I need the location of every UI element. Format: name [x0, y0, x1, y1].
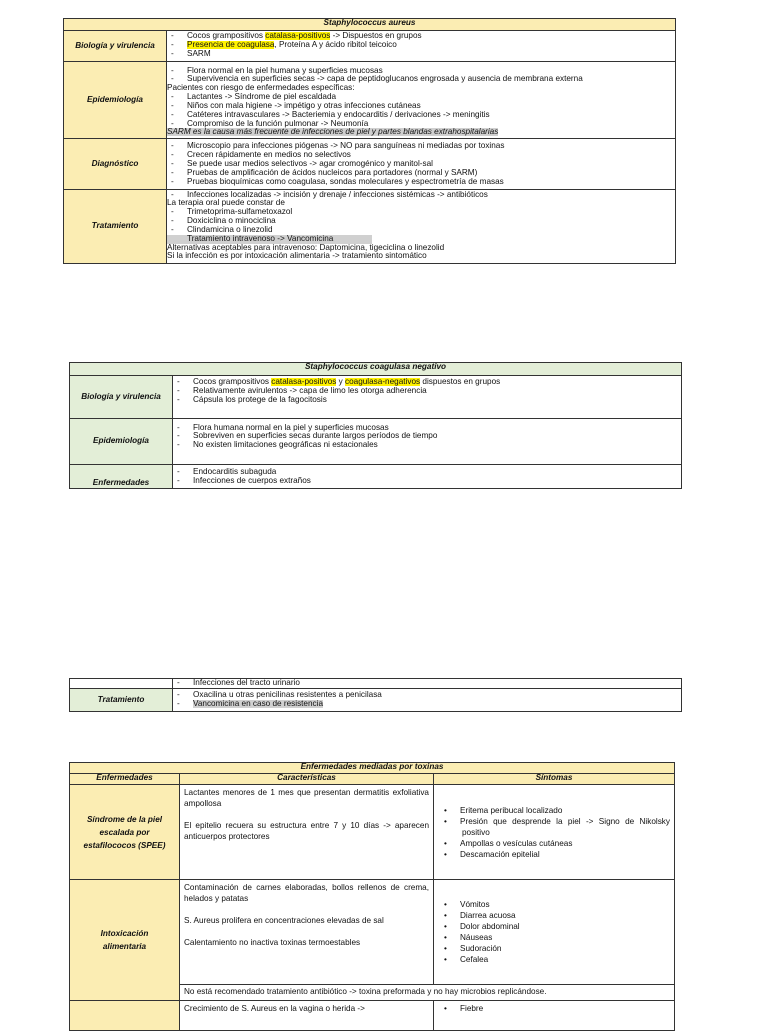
list-heading: Alternativas aceptables para intravenoso: Daptomicina, tigeciclina o linezolid	[167, 243, 445, 252]
list-item: - Oxacilina u otras penicilinas resistentes a penicilasa	[177, 691, 677, 700]
characteristic: El epitelio recuera su estructura entre 7 y 10 días -> aparecen anticuerpos protectores	[184, 821, 429, 841]
list-item: - Presencia de coagulasa, Proteína A y ácido ribitol teicoico	[171, 41, 671, 50]
list-item: - Pruebas de amplificación de ácidos nucleicos para portadores (normal y SARM)	[171, 169, 671, 178]
cont-trat-content	[173, 689, 682, 712]
spee-label: Síndrome de la piel escalada por estafilococos (SPEE)	[70, 785, 180, 880]
symptom: • Sudoración	[442, 943, 670, 954]
aureus-diag-content	[167, 139, 676, 189]
list-item: - Se puede usar medios selectivos -> agar cromogénico y manitol-sal	[171, 160, 671, 169]
highlighted-item: Tratamiento intravenoso -> Vancomicina	[167, 235, 372, 244]
cn-enf-label: Enfermedades	[70, 465, 173, 489]
aureus-trat-label: Tratamiento	[64, 189, 167, 264]
col-header-sintomas: Síntomas	[434, 774, 675, 785]
cn-table	[69, 362, 682, 489]
last-row-label	[70, 1001, 180, 1031]
list-item: - No existen limitaciones geográficas ni estacionales	[177, 441, 677, 450]
aureus-table	[63, 18, 676, 264]
list-heading: Si la infección es por intoxicación alimentaria -> tratamiento sintomático	[167, 252, 427, 261]
list-heading: La terapia oral puede constar de	[167, 199, 285, 208]
list-item: - Compromiso de la función pulmonar -> Neumonía	[171, 120, 671, 129]
cn-epi-label: Epidemiología	[70, 418, 173, 465]
intox-symptoms	[434, 880, 675, 985]
list-item: - Clindamicina o linezolid	[171, 226, 671, 235]
aureus-diag-label: Diagnóstico	[64, 139, 167, 189]
symptom: • Eritema peribucal localizado	[442, 805, 670, 816]
col-header-enfermedades: Enfermedades	[70, 774, 180, 785]
symptom: • Ampollas o vesículas cutáneas	[442, 838, 670, 849]
symptom: • Diarrea acuosa	[442, 910, 670, 921]
list-item: - Lactantes -> Síndrome de piel escaldada	[171, 93, 671, 102]
list-item: - Sobreviven en superficies secas durante largos períodos de tiempo	[177, 432, 677, 441]
symptom: • Vómitos	[442, 899, 670, 910]
list-item: - Cápsula los protege de la fagocitosis	[177, 396, 677, 405]
symptom: • Dolor abdominal	[442, 921, 670, 932]
aureus-epi-label: Epidemiología	[64, 61, 167, 139]
cont-trat-label: Tratamiento	[70, 689, 173, 712]
list-heading: Pacientes con riesgo de enfermedades específicas:	[167, 84, 355, 93]
aureus-epi-content	[167, 61, 676, 139]
col-header-caracteristicas: Características	[180, 774, 434, 785]
symptom: • Descamación epitelial	[442, 849, 670, 860]
aureus-bio-label: Biología y virulencia	[64, 31, 167, 62]
last-row-symptoms	[434, 1001, 675, 1031]
list-item: - Microscopio para infecciones piógenas -> NO para sanguíneas ni mediadas por toxinas	[171, 142, 671, 151]
list-item: - Cocos grampositivos catalasa-positivos -> Dispuestos en grupos	[171, 32, 671, 41]
characteristic: Lactantes menores de 1 mes que presentan dermatitis exfoliativa ampollosa	[184, 788, 429, 808]
spee-characteristics	[180, 785, 434, 880]
highlighted-note: SARM es la causa más frecuente de infecciones de piel y partes blandas extrahospitalarias	[167, 128, 499, 137]
characteristic: Calentamiento no inactiva toxinas termoestables	[184, 938, 361, 947]
list-item: - Trimetoprima-sulfametoxazol	[171, 208, 671, 217]
symptom: • Cefalea	[442, 954, 670, 965]
list-item: - Pruebas bioquímicas como coagulasa, sondas moleculares y espectrometría de masas	[171, 178, 671, 187]
aureus-bio-content	[167, 31, 676, 62]
toxin-table	[69, 762, 675, 1031]
list-item: - Crecen rápidamente en medios no selectivos	[171, 151, 671, 160]
list-item: - Infecciones del tracto urinario	[177, 679, 677, 688]
cn-enf-content	[173, 465, 682, 489]
symptom: • Presión que desprende la piel -> Signo de Nikolsky positivo	[442, 816, 670, 838]
cn-title: Staphylococcus coagulasa negativo	[70, 363, 682, 376]
list-item: - Flora normal en la piel humana y superficies mucosas	[171, 67, 671, 76]
list-item: - Infecciones localizadas -> incisión y drenaje / infecciones sistémicas -> antibióticos	[171, 191, 671, 200]
list-item: - Endocarditis subaguda	[177, 468, 677, 477]
list-item: - Infecciones de cuerpos extraños	[177, 477, 677, 486]
cn-bio-label: Biología y virulencia	[70, 376, 173, 419]
list-item: - Relativamente avirulentos -> capa de limo les otorga adherencia	[177, 387, 677, 396]
list-item: - Doxiciclina o minociclina	[171, 217, 671, 226]
aureus-trat-content	[167, 189, 676, 264]
spee-symptoms	[434, 785, 675, 880]
characteristic: S. Aureus prolifera en concentraciones elevadas de sal	[184, 916, 384, 925]
list-item: - Vancomicina en caso de resistencia	[177, 700, 677, 709]
list-item: - Flora humana normal en la piel y superficies mucosas	[177, 424, 677, 433]
list-item: - SARM	[171, 50, 671, 59]
aureus-title: Staphylococcus aureus	[64, 19, 676, 31]
toxin-title: Enfermedades mediadas por toxinas	[70, 763, 675, 774]
intox-note: No está recomendado tratamiento antibiótico -> toxina preformada y no hay microbios replicándose.	[180, 985, 675, 1001]
list-item: - Supervivencia en superficies secas -> capa de peptidoglucanos engrosada y ausencia de membrana externa	[171, 75, 671, 84]
intox-label: Intoxicación alimentaria	[70, 880, 180, 1001]
symptom: • Náuseas	[442, 932, 670, 943]
characteristic: Contaminación de carnes elaboradas, bollos rellenos de crema, helados y patatas	[184, 883, 429, 903]
list-item: - Catéteres intravasculares -> Bacteriemia y endocarditis / derivaciones -> meningitis	[171, 111, 671, 120]
intox-characteristics	[180, 880, 434, 985]
list-item: - Cocos grampositivos catalasa-positivos y coagulasa-negativos dispuestos en grupos	[177, 378, 677, 387]
symptom: • Fiebre	[442, 1003, 670, 1014]
list-item: - Niños con mala higiene -> impétigo y otras infecciones cutáneas	[171, 102, 671, 111]
cn-bio-content	[173, 376, 682, 419]
last-row-characteristics	[180, 1001, 434, 1031]
characteristic: Crecimiento de S. Aureus en la vagina o herida ->	[184, 1004, 365, 1013]
cont-content-top	[173, 679, 682, 689]
cn-continuation-table	[69, 678, 682, 712]
cn-epi-content	[173, 418, 682, 465]
